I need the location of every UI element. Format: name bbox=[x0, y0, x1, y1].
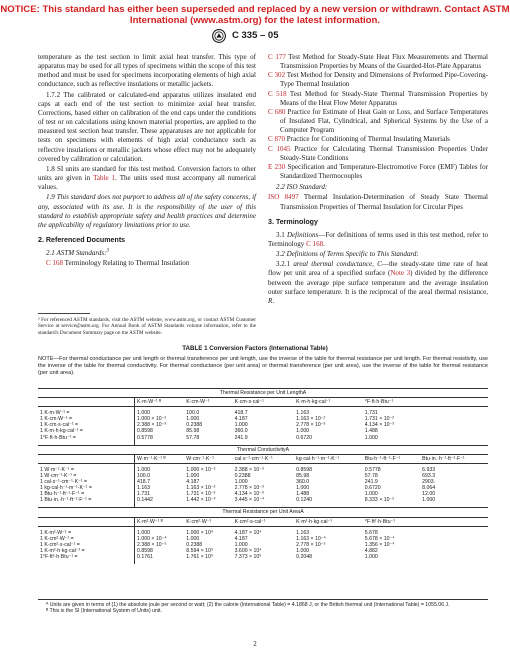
table-column-header: K·cm·W⁻¹ bbox=[184, 398, 232, 407]
table-column-header: W·m⁻¹·K⁻¹ ᴮ bbox=[135, 454, 185, 463]
table-row-label: 1 W·cm⁻¹·K⁻¹ = bbox=[40, 472, 77, 479]
table-cell: 1.163 × 10⁻² bbox=[296, 416, 326, 423]
standard-designation: C 335 – 05 bbox=[232, 30, 279, 41]
table-cell: 693.3 bbox=[422, 472, 436, 479]
table-cell: 100.0 bbox=[135, 473, 185, 479]
table-footnotes bbox=[38, 602, 488, 615]
footnote-3: ³ For referenced ASTM standards, visit the ASTM website, www.astm.org, or contact ASTM Customer Service at service@astm.org. For Annual Book of ASTM Standards volume information, refer to the standard's Document Summary page on the ASTM website. bbox=[38, 317, 256, 336]
subsection-2-2: 2.2 ISO Standard: bbox=[276, 183, 328, 192]
table-column-header: cal·s⁻¹·cm⁻¹·K⁻¹ bbox=[233, 454, 295, 463]
reference-title: Practice for Estimate of Heat Gain or Loss, and Surface Temperatures of Insulated Flat, Cylindrical, and Spherical Systems by the Use of a Computer Program bbox=[280, 107, 488, 135]
table-cell: 1.000 bbox=[296, 547, 310, 554]
paragraph-1-7-1-cont: temperature as the test section to limit axial heat transfer. This type of apparatus may be used for all types of specimens within the scope of this test method and must be used for specimens incorporating elements of high axial conductance, such as reflective insulations or metallic jackets. bbox=[38, 53, 256, 89]
table-cell: 1.000 × 10⁻⁴ bbox=[135, 536, 185, 542]
table-cell: 1.000 bbox=[186, 416, 200, 423]
p31-end: . bbox=[323, 239, 325, 248]
table-cell: 1.000 bbox=[296, 485, 310, 492]
table-cell: 1.761 × 10³ bbox=[186, 553, 213, 560]
table-cell: 1.000 × 10⁻² bbox=[135, 416, 185, 422]
table-cell: 4.134 × 10⁻³ bbox=[364, 422, 394, 429]
table-cell: 0.5778 bbox=[135, 435, 185, 446]
table-row-label: 1 K·m·h·kg·cal⁻¹ = bbox=[40, 428, 83, 435]
table-cell: 12.00 bbox=[422, 491, 436, 498]
reference-code-link[interactable]: C 870 bbox=[268, 135, 286, 144]
table-cell: 4.134 × 10⁻³ bbox=[234, 491, 264, 498]
table-cell: 4.187 bbox=[234, 416, 248, 423]
table-group-title: Thermal ConductivityA bbox=[38, 445, 488, 454]
section-3-heading: 3. Terminology bbox=[268, 217, 318, 226]
reference-code-link[interactable]: C 1045 bbox=[268, 144, 291, 153]
table-row-label: 1 K·cm·W⁻¹ = bbox=[40, 416, 72, 423]
table-bottom-rule bbox=[38, 599, 488, 600]
p31-term: Definitions bbox=[286, 230, 319, 239]
table-cell: 1.163 × 10⁻⁴ bbox=[296, 535, 326, 542]
reference-code-link[interactable]: C 177 bbox=[268, 53, 286, 61]
table-cell: 85.98 bbox=[186, 428, 200, 435]
table-cell: 1.488 bbox=[296, 491, 310, 498]
table-cell: 1.731 × 10⁻² bbox=[186, 491, 216, 498]
table-row-label: 1 Btu·h⁻¹·ft⁻¹·F⁻¹ = bbox=[40, 491, 85, 498]
paragraph-1-9: 1.9 This standard does not purport to address all of the safety concerns, if any, associated with its use. It is the responsibility of the user of this standard to establish appropriate safety and health practices and determine the applicability of regulatory limitations prior to use. bbox=[38, 193, 256, 229]
supersede-notice bbox=[0, 4, 510, 26]
table-group-title: Thermal Resistance per Unit LengthA bbox=[38, 389, 488, 398]
table-cell: 0.2048 bbox=[296, 553, 312, 560]
table-cell: 1.000 bbox=[234, 479, 248, 486]
notice-line-1: NOTICE: This standard has either been superseded and replaced by a new version or withdrawn. Contact ASTM bbox=[0, 4, 510, 15]
table-row-label: 1°F·ft²·h·Btu⁻¹ = bbox=[40, 553, 78, 560]
table-cell: 85.98 bbox=[296, 472, 310, 479]
table-cell: 1.442 × 10⁻³ bbox=[186, 497, 216, 504]
table-footnote-a: ᴬ Units are given in terms of (1) the absolute joule per second or watt; (2) the calorie (International Table) = 4.1868 J, or the British thermal unit (International Table) = 1055.06 J. bbox=[46, 602, 450, 608]
reference-list bbox=[268, 53, 488, 181]
table-cell: 360.0 bbox=[296, 479, 310, 486]
reference-item bbox=[268, 71, 488, 89]
table-column-header-row bbox=[38, 398, 488, 407]
table-row-label: 1 K·cm²·W⁻¹ = bbox=[40, 535, 74, 542]
section-2-heading: 2. Referenced Documents bbox=[38, 235, 126, 244]
table-cell: 8.064 bbox=[422, 485, 436, 492]
table-row-label: 1 W·m⁻¹·K⁻¹ = bbox=[40, 466, 74, 473]
table-column-header bbox=[38, 398, 135, 407]
table-column-header: K·m·W⁻¹ ᴮ bbox=[135, 398, 185, 407]
table-cell: 2903. bbox=[422, 479, 436, 486]
table-cell: 8.333 × 10⁻² bbox=[364, 497, 394, 504]
table-column-header bbox=[420, 517, 488, 526]
table-cell: 1.000 bbox=[135, 526, 185, 536]
table-cell: 6.933 bbox=[422, 466, 436, 473]
paragraph-1-8 bbox=[38, 165, 256, 192]
table-cell: 1.000 bbox=[234, 541, 248, 548]
table-column-header-row bbox=[38, 454, 488, 463]
table-cell: 0.2388 bbox=[186, 422, 203, 429]
table-row-label: 1 K·m·W⁻¹ = bbox=[40, 410, 70, 417]
right-column bbox=[268, 53, 488, 307]
table-row-label: 1°F·ft·h·Btu⁻¹ = bbox=[40, 434, 76, 441]
c168-link[interactable]: C 168 bbox=[46, 259, 64, 268]
table-column-header: K·cm²·W⁻¹ bbox=[184, 517, 232, 526]
table-cell: 1.163 bbox=[296, 410, 310, 417]
table-cell: 2.778 × 10⁻³ bbox=[296, 422, 326, 429]
paragraph-3-2-1 bbox=[268, 260, 488, 306]
table-cell: 8.594 × 10³ bbox=[186, 547, 213, 554]
table-cell: 1.000 × 10⁻² bbox=[186, 466, 216, 473]
c168-title: Terminology Relating to Thermal Insulation bbox=[63, 259, 190, 268]
table-cell: 1.000 bbox=[135, 463, 185, 473]
paragraph-3-2: 3.2 Definitions of Terms Specific to This Standard: bbox=[276, 250, 419, 259]
reference-c168 bbox=[38, 259, 256, 268]
table-cell: 1.356 × 10⁻⁴ bbox=[364, 541, 395, 548]
table-row bbox=[38, 554, 488, 564]
table-column-header: °F·ft·h·Btu⁻¹ bbox=[363, 398, 420, 407]
table-cell: 1.731 bbox=[135, 491, 185, 497]
table-cell: 0.8598 bbox=[296, 466, 312, 473]
notice-line-2: International (www.astm.org) for the latest information. bbox=[129, 15, 381, 26]
table-column-header bbox=[420, 398, 488, 407]
table-row bbox=[38, 526, 488, 536]
table-cell: 57.78 bbox=[186, 434, 200, 441]
p321-symbol: R bbox=[268, 296, 273, 305]
table-column-header bbox=[38, 454, 135, 463]
table-cell: 1.488 bbox=[364, 428, 378, 435]
table-cell: 1.000 bbox=[422, 497, 436, 504]
p31-text: —For definitions of terms used in this test method, refer to Terminology bbox=[268, 230, 488, 248]
reference-iso8497 bbox=[268, 193, 488, 211]
reference-title: Practice for Conditioning of Thermal Insulating Materials bbox=[285, 135, 450, 144]
p321-term: areal thermal conductance, C bbox=[293, 260, 382, 269]
table-row bbox=[38, 407, 488, 417]
table-cell: 418.7 bbox=[234, 410, 248, 417]
table-cell: 2.778 × 10⁻⁵ bbox=[296, 541, 326, 548]
table-row-label: 1 Btu·in.·h⁻¹·ft⁻²·F⁻¹ = bbox=[40, 497, 92, 504]
table-column-header: kg·cal·h⁻¹·m⁻¹·K⁻¹ bbox=[294, 454, 363, 463]
table-column-header: K·cm·s·cal⁻¹ bbox=[233, 398, 295, 407]
table-cell: 4.187 × 10⁴ bbox=[234, 529, 262, 536]
table-cell: 100.0 bbox=[186, 410, 200, 417]
table-cell: 1.000 bbox=[364, 434, 378, 441]
footnote-ref-3: 3 bbox=[106, 248, 109, 254]
table-cell: 3.600 × 10⁴ bbox=[234, 547, 262, 554]
table-cell: 0.1442 bbox=[135, 497, 185, 508]
paragraph-1-7-2: 1.7.2 The calibrated or calculated-end apparatus utilizes insulated end caps at each end of the test section to minimize axial heat transfer. Corrections, based either on calibration of the end caps under the conditions of test or on calculations using known material properties, are applied to the measured test section heat transfer. These apparatuses are not applicable for tests on specimens with elements of high axial conductance such as reflective insulations or metallic jackets whose effect may not be adequately covered by calibration or calculation. bbox=[38, 90, 256, 163]
table-cell: 241.9 bbox=[234, 434, 248, 441]
reference-code-link[interactable]: C 302 bbox=[268, 71, 286, 80]
footnote-divider bbox=[38, 313, 90, 314]
table-cell bbox=[420, 435, 488, 446]
reference-item bbox=[268, 90, 488, 108]
table-cell: 0.6720 bbox=[364, 485, 381, 492]
table-cell: 1.000 bbox=[186, 472, 200, 479]
page-header bbox=[0, 29, 510, 45]
table-column-header: Btu·h⁻¹·ft⁻¹·F⁻¹ bbox=[363, 454, 420, 463]
table-cell: 1.731 × 10⁻² bbox=[364, 416, 394, 423]
iso8497-title: Thermal Insulation-Determination of Steady State Thermal Transmission Properties of Thermal Insulation for Circular Pipes bbox=[280, 193, 488, 211]
table-row bbox=[38, 463, 488, 473]
table-column-header: °F·ft²·h·Btu⁻¹ bbox=[363, 517, 420, 526]
reference-item bbox=[268, 145, 488, 163]
table-cell: 1.000 bbox=[234, 422, 248, 429]
table-row-label: 1 cal·s⁻¹·cm⁻¹·K⁻¹ = bbox=[40, 479, 87, 486]
table-cell: 0.8598 bbox=[135, 428, 185, 434]
table-cell: 1.163 bbox=[135, 485, 185, 491]
reference-title: Test Method for Steady-State Thermal Transmission Properties by Means of the Heat Flow Meter Apparatus bbox=[280, 89, 488, 107]
note-3-link[interactable]: Note 3 bbox=[390, 269, 411, 278]
reference-item bbox=[268, 108, 488, 135]
table-group-header bbox=[38, 445, 488, 454]
table-cell: 360.0 bbox=[234, 428, 248, 435]
table-row bbox=[38, 435, 488, 446]
reference-code-link[interactable]: E 230 bbox=[268, 162, 286, 171]
p18-text-b: . The units used must accompany all numerical values. bbox=[38, 174, 256, 192]
p321-num: 3.2.1 bbox=[276, 260, 294, 269]
table-column-header bbox=[38, 517, 135, 526]
table-cell: 1.163 bbox=[296, 529, 310, 536]
table-cell: 0.2388 bbox=[234, 472, 251, 479]
table-cell: 2.388 × 10⁻³ bbox=[234, 466, 264, 473]
table-column-header: Btu·in.·h⁻¹·ft⁻²·F⁻¹ bbox=[420, 454, 488, 463]
table-cell: 1.731 bbox=[364, 410, 378, 417]
table-group-header bbox=[38, 508, 488, 517]
table-cell bbox=[420, 554, 488, 564]
table-cell: 418.7 bbox=[135, 479, 185, 485]
table-cell: 1.000 bbox=[364, 491, 378, 498]
table-cell: 2.388 × 10⁻⁵ bbox=[135, 542, 185, 548]
table-column-header: K·m²·h·kg·cal⁻¹ bbox=[294, 517, 363, 526]
page-number: 2 bbox=[253, 640, 257, 648]
reference-title: Test Method for Steady-State Heat Flux Measurements and Thermal Transmission Properties by Means of the Guarded-Hot-Plate Apparatus bbox=[280, 53, 488, 71]
table-cell: 57.78 bbox=[364, 472, 378, 479]
table-group-header bbox=[38, 389, 488, 398]
table-cell: 0.2388 bbox=[186, 541, 203, 548]
reference-item bbox=[268, 163, 488, 181]
reference-item bbox=[268, 53, 488, 71]
p31-num: 3.1 bbox=[276, 230, 287, 239]
reference-code-link[interactable]: C 518 bbox=[268, 89, 287, 98]
table-cell: 1.000 × 10⁴ bbox=[186, 529, 214, 536]
table-cell: 4.187 bbox=[186, 479, 200, 486]
table-cell: 2.388 × 10⁻³ bbox=[135, 422, 185, 428]
table-column-header: K·cm²·s·cal⁻¹ bbox=[233, 517, 295, 526]
table-group-title: Thermal Resistance per Unit AreaA bbox=[38, 508, 488, 517]
table-column-header-row bbox=[38, 517, 488, 526]
table-cell: 0.6720 bbox=[296, 434, 312, 441]
table-cell: 2.778 × 10⁻³ bbox=[234, 485, 264, 492]
subsection-2-1 bbox=[38, 249, 256, 258]
reference-title: Specification and Temperature-Electromotive Force (EMF) Tables for Standardized Thermocouples bbox=[280, 162, 489, 181]
table-cell: 0.5778 bbox=[364, 466, 381, 473]
table-column-header: W·cm⁻¹·K⁻¹ bbox=[184, 454, 232, 463]
table-cell bbox=[420, 526, 488, 536]
table-cell: 4.882 bbox=[364, 547, 378, 554]
p18-text-a: 1.8 SI units are standard for this test method. Conversion factors to other units are given in bbox=[38, 164, 256, 183]
table-cell: 1.000 bbox=[186, 535, 200, 542]
table-cell: 3.445 × 10⁻⁴ bbox=[234, 497, 265, 504]
c168-term-link[interactable]: C 168 bbox=[306, 239, 324, 248]
reference-title: Test Method for Density and Dimensions of Preformed Pipe-Covering-Type Thermal Insulation bbox=[280, 71, 488, 89]
paragraph-3-1 bbox=[268, 231, 488, 249]
table-cell: 0.1761 bbox=[135, 554, 185, 564]
sub-2-1-text: 2.1 ASTM Standards: bbox=[46, 249, 107, 258]
astm-logo-icon bbox=[212, 29, 226, 43]
table-1-note: NOTE—For thermal conductance per unit length or thermal transference per unit length, use the inverse of the table for thermal resistance per unit length. For thermal resistivity, use the inverse of the table for thermal conductivity. For thermal conductance (per unit area) or thermal transference (per unit area), use the inverse of the table for thermal resistance (per unit area). bbox=[38, 356, 488, 377]
table-cell: 0.1240 bbox=[296, 497, 312, 504]
table-cell bbox=[420, 407, 488, 417]
table-cell: 1.000 bbox=[364, 553, 378, 560]
reference-code-link[interactable]: C 680 bbox=[268, 107, 286, 116]
p321-end: . bbox=[272, 296, 275, 305]
table-cell: 241.9 bbox=[364, 479, 378, 486]
left-column bbox=[38, 53, 256, 269]
table-cell: 0.8598 bbox=[135, 548, 185, 554]
table-row-label: 1 K·m²·W⁻¹ = bbox=[40, 529, 72, 536]
table-1-title: TABLE 1 Conversion Factors (International Table) bbox=[182, 345, 328, 352]
table-cell: 7.373 × 10³ bbox=[234, 553, 262, 560]
p321-text-b: ) divided by the difference between the average pipe surface temperature and the average insulation outer surface temperature. It is the reciprocal of the areal thermal resistance, bbox=[268, 269, 488, 296]
table-1-link[interactable]: Table 1 bbox=[93, 174, 116, 183]
table-cell: 1.000 bbox=[296, 428, 310, 435]
table-column-header: K·m·h·kg·cal⁻¹ bbox=[294, 398, 363, 407]
iso8497-link[interactable]: ISO 8497 bbox=[268, 193, 299, 202]
table-column-header: K·m²·W⁻¹ ᴮ bbox=[135, 517, 185, 526]
table-footnote-b: ᴮ This is the SI (International System of Units) unit. bbox=[46, 608, 162, 615]
conversion-table bbox=[38, 388, 488, 564]
table-row-label: 1 K·m²·h·kg·cal⁻¹ = bbox=[40, 547, 85, 554]
reference-title: Practice for Calculating Thermal Transmission Properties Under Steady-State Conditions bbox=[280, 144, 489, 162]
table-row-label: 1 kg·cal·h⁻¹·m⁻¹·K⁻¹ = bbox=[40, 485, 92, 492]
reference-item bbox=[268, 135, 488, 144]
table-cell: 1.163 × 10⁻² bbox=[186, 485, 216, 492]
table-row bbox=[38, 497, 488, 508]
table-row-label: 1 K·cm·s·cal⁻¹ = bbox=[40, 422, 79, 429]
table-row-label: 1 K·cm²·s·cal⁻¹ = bbox=[40, 541, 80, 548]
table-cell: 5.678 × 10⁻⁴ bbox=[364, 535, 395, 542]
p321-text-a: —the steady-state time rate of heat flow per unit area of a specified surface ( bbox=[268, 260, 488, 278]
table-cell: 1.000 bbox=[135, 407, 185, 417]
table-cell: 5.678 bbox=[364, 529, 378, 536]
table-cell: 4.187 bbox=[234, 535, 248, 542]
